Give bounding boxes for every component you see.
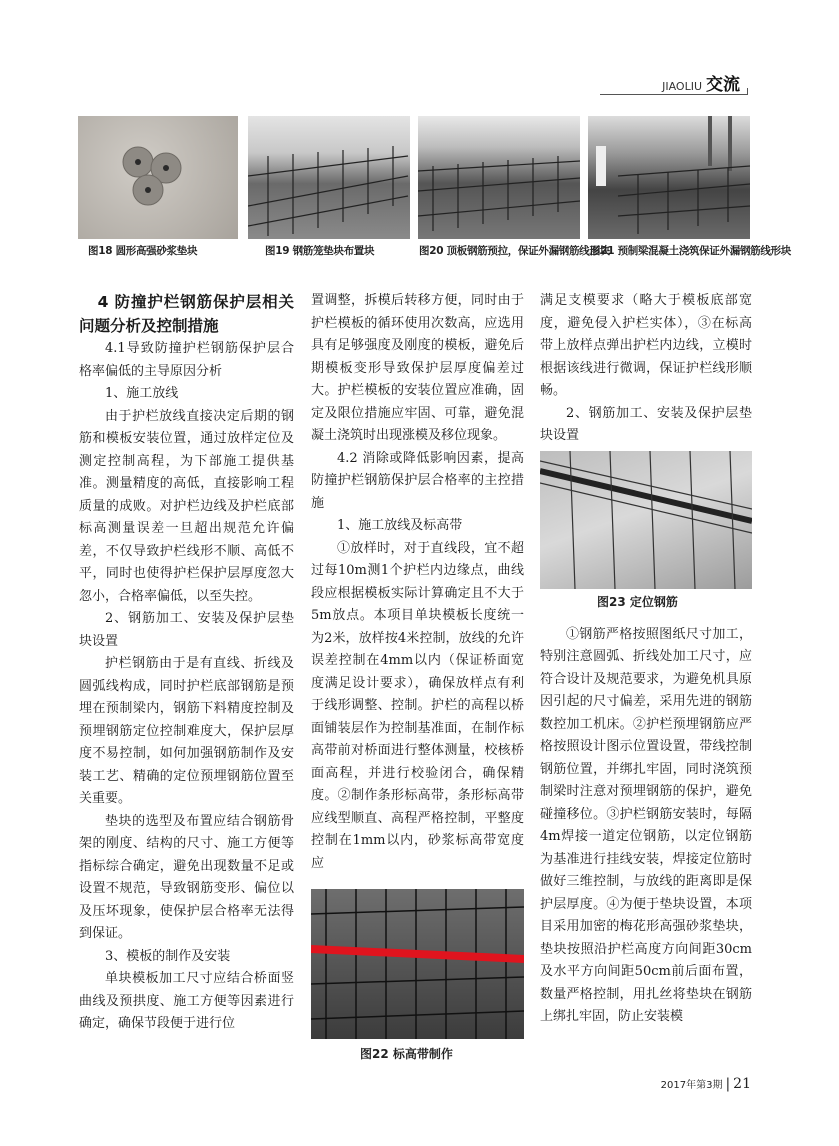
section-title: 4 防撞护栏钢筋保护层相关问题分析及控制措施: [79, 293, 294, 335]
caption-fig18: 图18 圆形高强砂浆垫块: [88, 245, 198, 257]
column-3: [540, 290, 752, 1029]
page-footer: 2017年第3期 | 21: [660, 1076, 751, 1092]
subheading: 1、施工放线: [105, 386, 179, 401]
section-label: [662, 70, 740, 95]
paragraph: 满足支模要求（略大于模板底部宽度，避免侵入护栏实体），③在标高带上放样点弹出护栏内边线，立模时根据该线进行微调，保证护栏线形顺畅。: [540, 293, 752, 398]
issue-label: 2017年第3期: [660, 1080, 723, 1091]
caption-fig20: 图20 顶板钢筋预拉，保证外漏钢筋线形块: [419, 245, 610, 257]
header-rule: [600, 94, 748, 95]
photo-fig20: [418, 116, 580, 239]
subheading: 4.2 消除或降低影响因素，提高防撞护栏钢筋保护层合格率的主控措施: [311, 450, 524, 511]
paragraph: ①钢筋严格按照图纸尺寸加工，特别注意圆弧、折线处加工尺寸，应符合设计及规范要求，为避免机具原因引起的尺寸偏差，采用先进的钢筋数控加工机床。②护栏预埋钢筋应严格按照设计图示位置设置，带线控制钢筋位置，并绑扎牢固，同时浇筑预制梁时注意对预埋钢筋的保护，避免碰撞移位。③护栏钢筋安装时，每隔4m焊接一道定位钢筋，以定位钢筋为基准进行挂线安装，焊接定位筋时做好三维控制，与放线的距离即是保护层厚度。④为便于垫块设置，本项目采用加密的梅花形高强砂浆垫块，垫块按照沿护栏高度方向间距30cm及水平方向间距50cm前后面布置，数量严格控制，用扎丝将垫块在钢筋上绑扎牢固，防止安装模: [540, 626, 752, 1024]
caption-fig23: 图23 定位钢筋: [597, 595, 678, 609]
subheading: 2、钢筋加工、安装及保护层垫块设置: [79, 611, 294, 649]
photo-fig19: [248, 116, 410, 239]
subheading: 2、钢筋加工、安装及保护层垫块设置: [540, 405, 752, 443]
header-tick: [747, 88, 748, 95]
paragraph: 垫块的选型及布置应结合钢筋骨架的刚度、结构的尺寸、施工方便等指标综合确定，避免出现数量不足或设置不规范，导致钢筋变形、偏位以及压坏现象，使保护层合格率无法得到保证。: [79, 813, 294, 941]
section-cn: 交流: [706, 75, 740, 95]
caption-fig21: 图21 预制梁混凝土浇筑保证外漏钢筋线形块: [590, 245, 791, 257]
photo-fig21: [588, 116, 750, 239]
column-2: [311, 290, 524, 875]
photo-fig18: [78, 116, 238, 239]
page-number: 21: [733, 1076, 751, 1092]
paragraph: 单块模板加工尺寸应结合桥面竖曲线及预拱度、施工方便等因素进行确定，确保节段便于进行位: [79, 971, 294, 1031]
paragraph: 置调整，拆模后转移方便，同时由于护栏模板的循环使用次数高，应选用具有足够强度及刚度的模板，避免后期模板变形导致保护层厚度偏差过大。护栏模板的安装位置应准确，固定及限位措施应牢固、可靠，避免混凝土浇筑时出现涨模及移位现象。: [311, 293, 524, 443]
running-header: [600, 70, 760, 96]
section-latin: JIAOLIU: [662, 80, 702, 93]
paragraph: ①放样时，对于直线段，宜不超过每10m测1个护栏内边缘点，曲线段应根据模板实际计算确定且不大于5m放点。本项目单块模板长度统一为2米，放样按4米控制，放线的允许误差控制在4mm以内（保证桥面宽度满足设计要求），确保放样点有利于线形调整、控制。护栏的高程以桥面铺装层作为控制基准面，在制作标高带前对桥面进行整体测量，校核桥面高程，并进行校验闭合，确保精度。②制作条形标高带，条形标高带应线型顺直、高程严格控制，平整度控制在1mm以内，砂浆标高带宽度应: [311, 540, 524, 871]
photo-fig22: [311, 889, 524, 1039]
photo-fig23: [540, 451, 752, 589]
caption-fig19: 图19 钢筋笼垫块布置块: [265, 245, 375, 257]
paragraph: 4.1导致防撞护栏钢筋保护层合格率偏低的主导原因分析: [79, 341, 294, 379]
column-1: [79, 290, 294, 1036]
paragraph: 护栏钢筋由于是有直线、折线及圆弧线构成，同时护栏底部钢筋是预埋在预制梁内，钢筋下料精度控制及预埋钢筋定位控制难度大，保护层厚度不易控制，如何加强钢筋制作及安装工艺、精确的定位预埋钢筋位置至关重要。: [79, 656, 294, 806]
subheading: 3、模板的制作及安装: [105, 948, 231, 964]
subheading: 1、施工放线及标高带: [337, 518, 463, 533]
caption-fig22: 图22 标高带制作: [360, 1047, 453, 1061]
paragraph: 由于护栏放线直接决定后期的钢筋和模板安装位置，通过放样定位及测定控制高程，为下部施工提供基准。测量精度的高低，直接影响工程质量的成败。对护栏边线及护栏底部标高测量误差一旦超出规范允许偏差，不仅导致护栏线形不顺、高低不平，同时也使得护栏保护层厚度忽大忽小，合格率偏低，以至失控。: [79, 408, 294, 604]
